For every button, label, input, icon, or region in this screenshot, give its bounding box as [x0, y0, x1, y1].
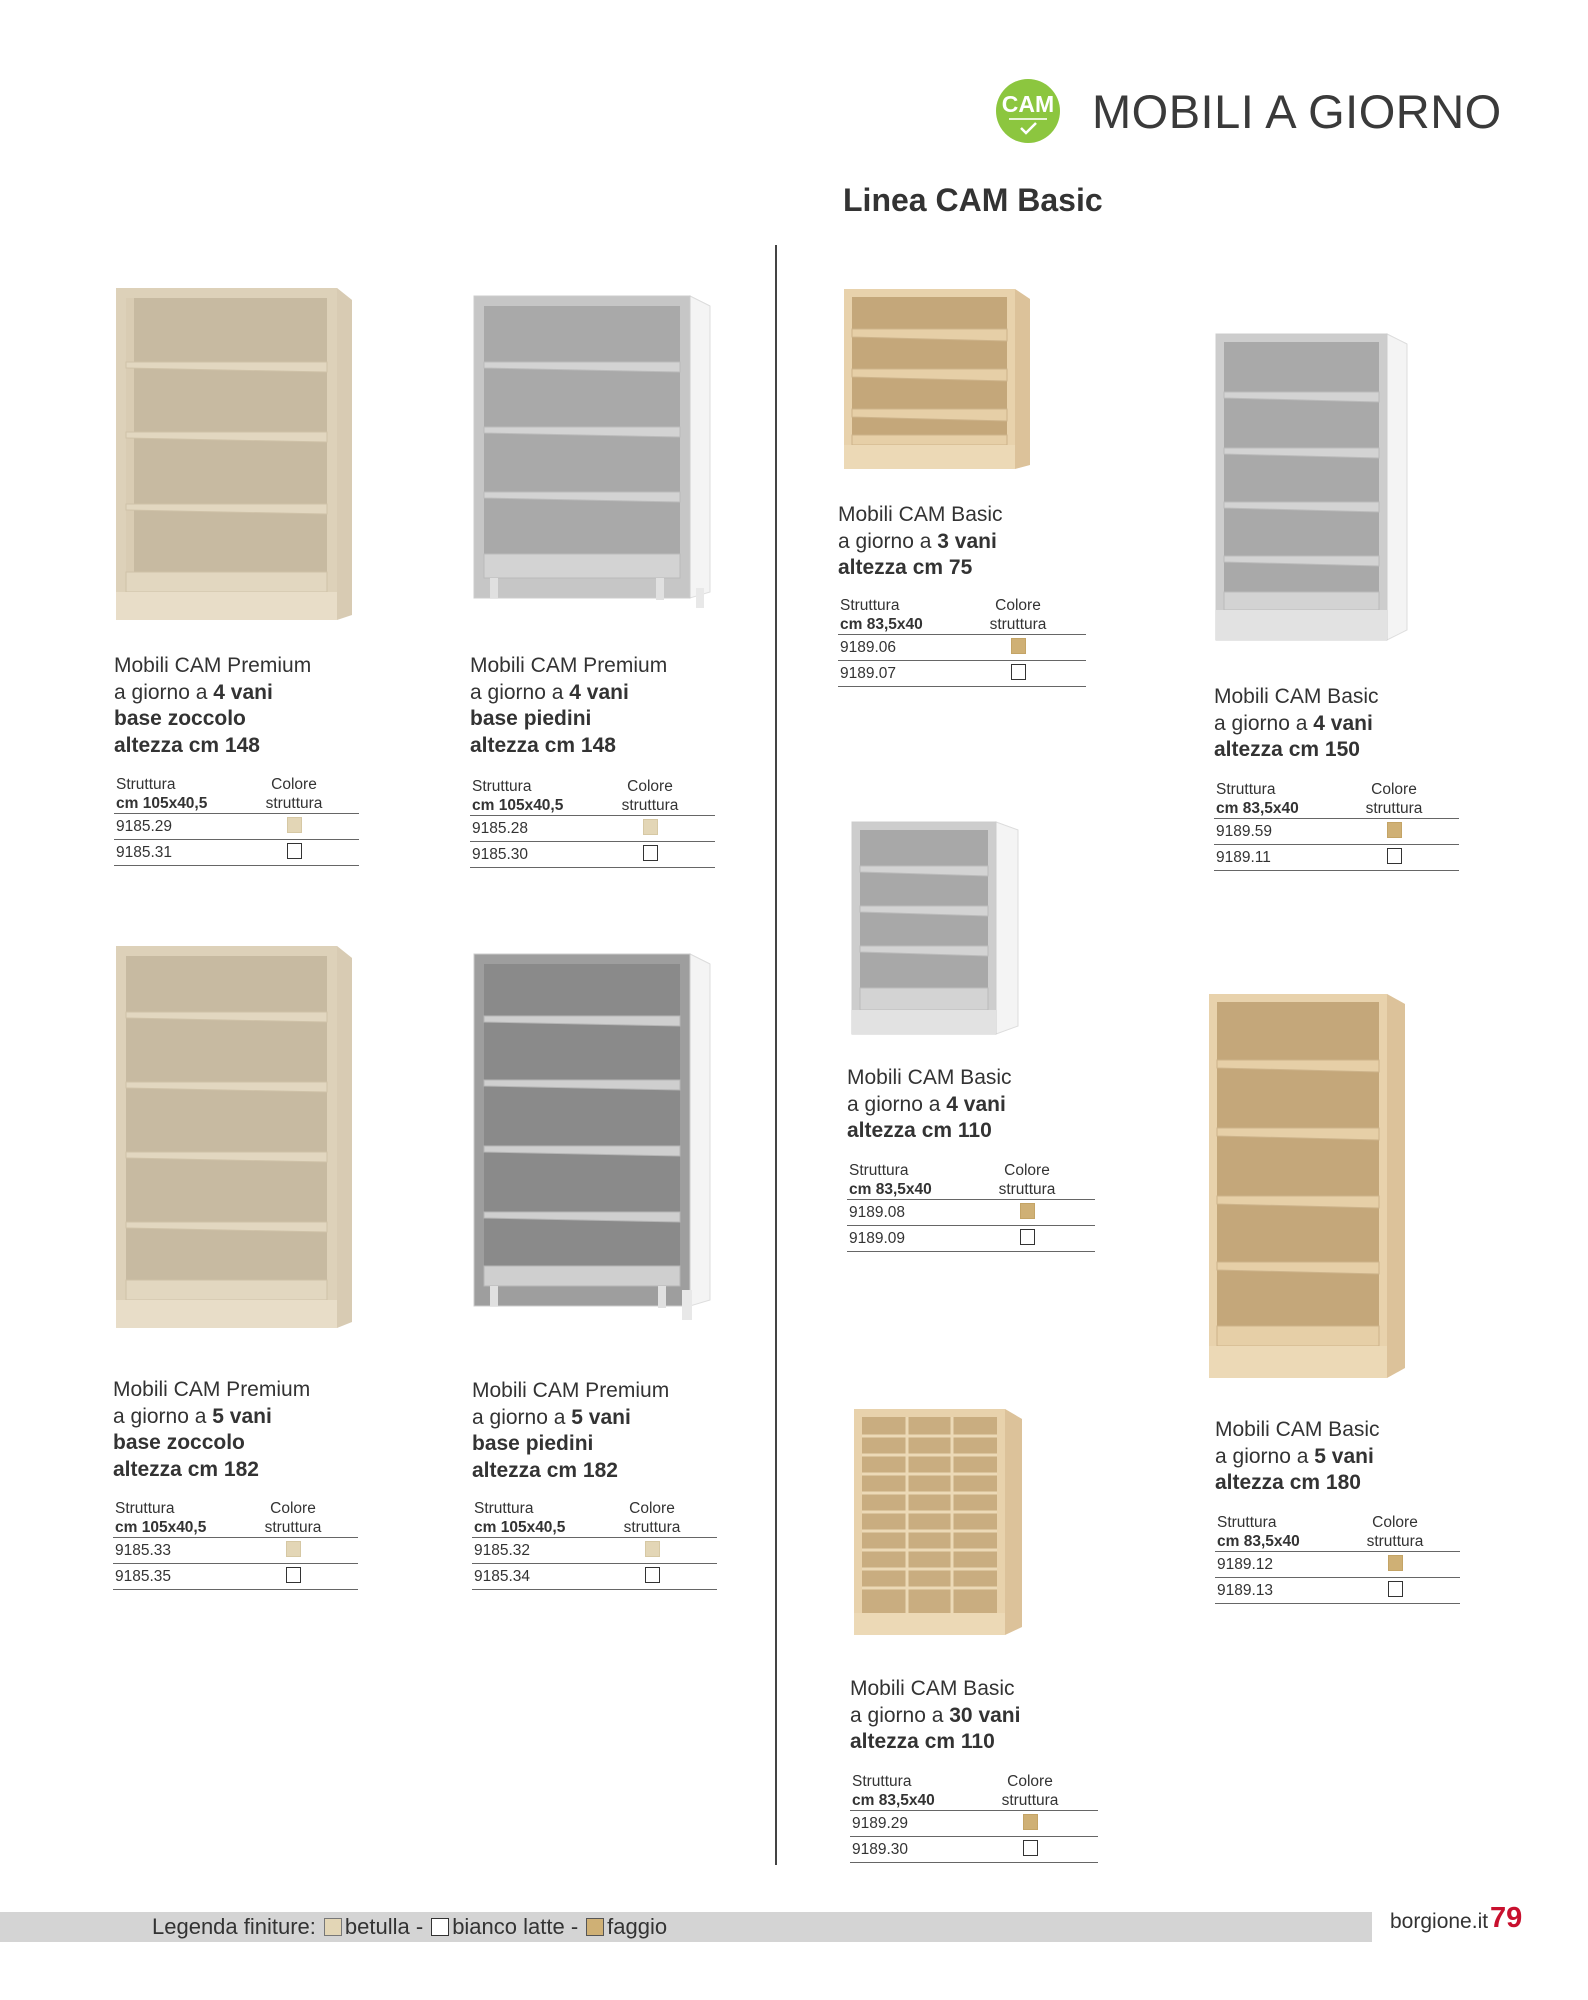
bookcase-image: [470, 292, 715, 622]
bookcase-image: [848, 818, 1023, 1038]
spec-struttura-sub: struttura: [1366, 1532, 1424, 1550]
cam-logo-text: CAM: [1001, 91, 1055, 117]
product-height: altezza cm 148: [470, 733, 616, 757]
spec-struttura-label: Struttura: [472, 778, 532, 795]
product-type: a giorno a: [472, 1405, 572, 1429]
spec-colore-label: Colore: [271, 776, 317, 793]
product-code: 9185.31: [116, 844, 173, 861]
spec-dimensions: cm 83,5x40: [852, 1791, 935, 1809]
product-line: Mobili CAM Premium: [470, 654, 668, 677]
product-card: [114, 653, 359, 866]
spec-dimensions: cm 83,5x40: [840, 615, 923, 633]
betulla-swatch: [645, 1541, 660, 1557]
product-compartments: 5 vani: [212, 1404, 272, 1428]
spec-struttura-sub: struttura: [264, 1519, 322, 1536]
spec-struttura-sub: struttura: [989, 615, 1047, 633]
spec-colore-label: Colore: [270, 1500, 316, 1517]
spec-struttura-label: Struttura: [1217, 1513, 1277, 1531]
product-card: [1215, 1417, 1460, 1604]
betulla-swatch: [287, 817, 302, 833]
spec-table: [838, 596, 1086, 687]
product-code: 9189.30: [852, 1840, 909, 1858]
spec-dimensions: cm 105x40,5: [115, 1519, 207, 1536]
product-height: altezza cm 148: [114, 733, 260, 757]
product-card: [113, 1377, 358, 1590]
product-line: Mobili CAM Basic: [1215, 1418, 1380, 1441]
product-line: Mobili CAM Basic: [838, 503, 1003, 526]
spec-struttura-label: Struttura: [474, 1500, 534, 1517]
product-card: [850, 1676, 1098, 1863]
betulla-swatch: [643, 819, 658, 835]
bookcase-image: [112, 940, 357, 1330]
product-code: 9185.28: [472, 820, 529, 837]
bianco-latte-swatch: [1388, 1581, 1403, 1597]
spec-struttura-label: Struttura: [1216, 780, 1276, 798]
spec-table: [470, 777, 715, 868]
spec-table: [472, 1499, 717, 1590]
spec-colore-label: Colore: [1372, 1513, 1418, 1531]
faggio-swatch: [586, 1918, 604, 1936]
bookcase-image: [1212, 330, 1412, 645]
cam-logo-icon: [995, 78, 1061, 144]
product-code: 9189.29: [852, 1814, 909, 1832]
spec-colore-label: Colore: [1371, 780, 1417, 798]
product-card: [847, 1065, 1095, 1252]
spec-colore-label: Colore: [1004, 1161, 1050, 1179]
product-code: 9189.59: [1216, 822, 1273, 840]
product-type: a giorno a: [470, 680, 570, 704]
product-compartments: 4 vani: [213, 680, 273, 704]
product-compartments: 5 vani: [571, 1405, 631, 1429]
product-height: altezza cm 110: [850, 1730, 995, 1753]
product-code: 9185.34: [474, 1568, 531, 1585]
spec-dimensions: cm 105x40,5: [116, 795, 208, 812]
bianco-latte-swatch: [287, 843, 302, 859]
faggio-swatch: [1387, 822, 1402, 838]
spec-struttura-sub: struttura: [623, 1519, 681, 1536]
product-type: a giorno a: [838, 529, 938, 553]
product-line: Mobili CAM Basic: [847, 1066, 1012, 1089]
spec-table: [850, 1772, 1098, 1863]
product-type: a giorno a: [850, 1703, 950, 1727]
product-line: Mobili CAM Premium: [472, 1379, 670, 1402]
product-height: altezza cm 182: [113, 1457, 259, 1481]
product-code: 9189.13: [1217, 1581, 1274, 1599]
page-number: 79: [1490, 1902, 1523, 1934]
product-code: 9189.08: [849, 1203, 906, 1221]
product-compartments: 5 vani: [1314, 1444, 1374, 1468]
product-card: [838, 502, 1086, 687]
bianco-latte-swatch: [1020, 1229, 1035, 1245]
spec-dimensions: cm 83,5x40: [849, 1180, 932, 1198]
product-code: 9185.30: [472, 846, 529, 863]
product-type: a giorno a: [847, 1092, 947, 1116]
product-code: 9189.11: [1216, 848, 1271, 866]
spec-table: [114, 775, 359, 866]
product-line: Mobili CAM Premium: [113, 1378, 311, 1401]
spec-dimensions: cm 105x40,5: [474, 1519, 566, 1536]
product-height: altezza cm 182: [472, 1458, 618, 1482]
product-line: Mobili CAM Basic: [1214, 685, 1379, 708]
product-height: altezza cm 150: [1214, 738, 1360, 761]
spec-table: [113, 1499, 358, 1590]
product-code: 9189.07: [840, 664, 897, 682]
faggio-swatch: [1011, 638, 1026, 654]
spec-table: [847, 1161, 1095, 1252]
spec-colore-label: Colore: [995, 596, 1041, 614]
spec-struttura-label: Struttura: [840, 596, 900, 614]
spec-struttura-label: Struttura: [116, 776, 176, 793]
bianco-latte-swatch: [643, 845, 658, 861]
spec-struttura-label: Struttura: [852, 1772, 912, 1790]
spec-dimensions: cm 105x40,5: [472, 797, 564, 814]
product-card: [472, 1378, 717, 1590]
spec-colore-label: Colore: [629, 1500, 675, 1517]
product-base: base piedini: [470, 707, 592, 730]
product-code: 9189.06: [840, 638, 897, 656]
product-card: [1214, 684, 1459, 871]
spec-struttura-label: Struttura: [849, 1161, 909, 1179]
spec-struttura-sub: struttura: [1001, 1791, 1059, 1809]
section-title: Linea CAM Basic: [843, 182, 1103, 218]
column-divider: [775, 245, 777, 1865]
product-code: 9189.09: [849, 1229, 906, 1247]
finish-legend: [152, 1914, 667, 1940]
betulla-swatch: [286, 1541, 301, 1557]
product-line: Mobili CAM Basic: [850, 1677, 1015, 1700]
product-base: base piedini: [472, 1432, 594, 1455]
bianco-latte-swatch: [1387, 848, 1402, 864]
spec-table: [1215, 1513, 1460, 1604]
product-type: a giorno a: [113, 1404, 213, 1428]
pigeonhole-cabinet-image: [850, 1405, 1030, 1640]
bianco-latte-swatch: [645, 1567, 660, 1583]
bookcase-image: [840, 285, 1035, 470]
spec-colore-label: Colore: [1007, 1772, 1053, 1790]
product-compartments: 30 vani: [949, 1703, 1021, 1727]
product-base: base zoccolo: [113, 1431, 245, 1454]
bianco-latte-swatch: [286, 1567, 301, 1583]
product-card: [470, 653, 715, 868]
product-code: 9185.35: [115, 1568, 172, 1585]
legend-label: Legenda finiture:: [152, 1914, 316, 1939]
product-code: 9185.29: [116, 818, 173, 835]
bookcase-image: [1205, 990, 1415, 1382]
spec-dimensions: cm 83,5x40: [1216, 799, 1299, 817]
spec-colore-label: Colore: [627, 778, 673, 795]
spec-struttura-sub: struttura: [998, 1180, 1056, 1198]
legend-item-faggio: faggio: [607, 1914, 668, 1939]
spec-struttura-sub: struttura: [1365, 799, 1423, 817]
product-compartments: 4 vani: [1313, 711, 1373, 735]
legend-item-bianco-latte: bianco latte -: [452, 1914, 579, 1939]
faggio-swatch: [1020, 1203, 1035, 1219]
page-title: MOBILI A GIORNO: [1092, 85, 1502, 138]
betulla-swatch: [324, 1918, 342, 1936]
product-type: a giorno a: [1214, 711, 1314, 735]
faggio-swatch: [1023, 1814, 1038, 1830]
product-type: a giorno a: [114, 680, 214, 704]
spec-struttura-label: Struttura: [115, 1500, 175, 1517]
product-compartments: 4 vani: [569, 680, 629, 704]
product-code: 9185.33: [115, 1542, 172, 1559]
product-height: altezza cm 75: [838, 556, 973, 579]
product-height: altezza cm 180: [1215, 1471, 1361, 1494]
bianco-latte-swatch: [431, 1918, 449, 1936]
product-type: a giorno a: [1215, 1444, 1315, 1468]
spec-struttura-sub: struttura: [265, 795, 323, 812]
spec-dimensions: cm 83,5x40: [1217, 1532, 1300, 1550]
bianco-latte-swatch: [1011, 664, 1026, 680]
product-height: altezza cm 110: [847, 1119, 992, 1142]
product-code: 9189.12: [1217, 1555, 1274, 1573]
faggio-swatch: [1388, 1555, 1403, 1571]
bianco-latte-swatch: [1023, 1840, 1038, 1856]
bookcase-image: [470, 950, 715, 1335]
site-url[interactable]: borgione.it: [1390, 1910, 1489, 1933]
product-line: Mobili CAM Premium: [114, 654, 312, 677]
legend-item-betulla: betulla -: [344, 1914, 424, 1939]
product-compartments: 3 vani: [937, 529, 997, 553]
product-compartments: 4 vani: [946, 1092, 1006, 1116]
bookcase-image: [112, 282, 357, 622]
spec-struttura-sub: struttura: [621, 797, 679, 814]
product-code: 9185.32: [474, 1542, 531, 1559]
spec-table: [1214, 780, 1459, 871]
product-base: base zoccolo: [114, 707, 246, 730]
